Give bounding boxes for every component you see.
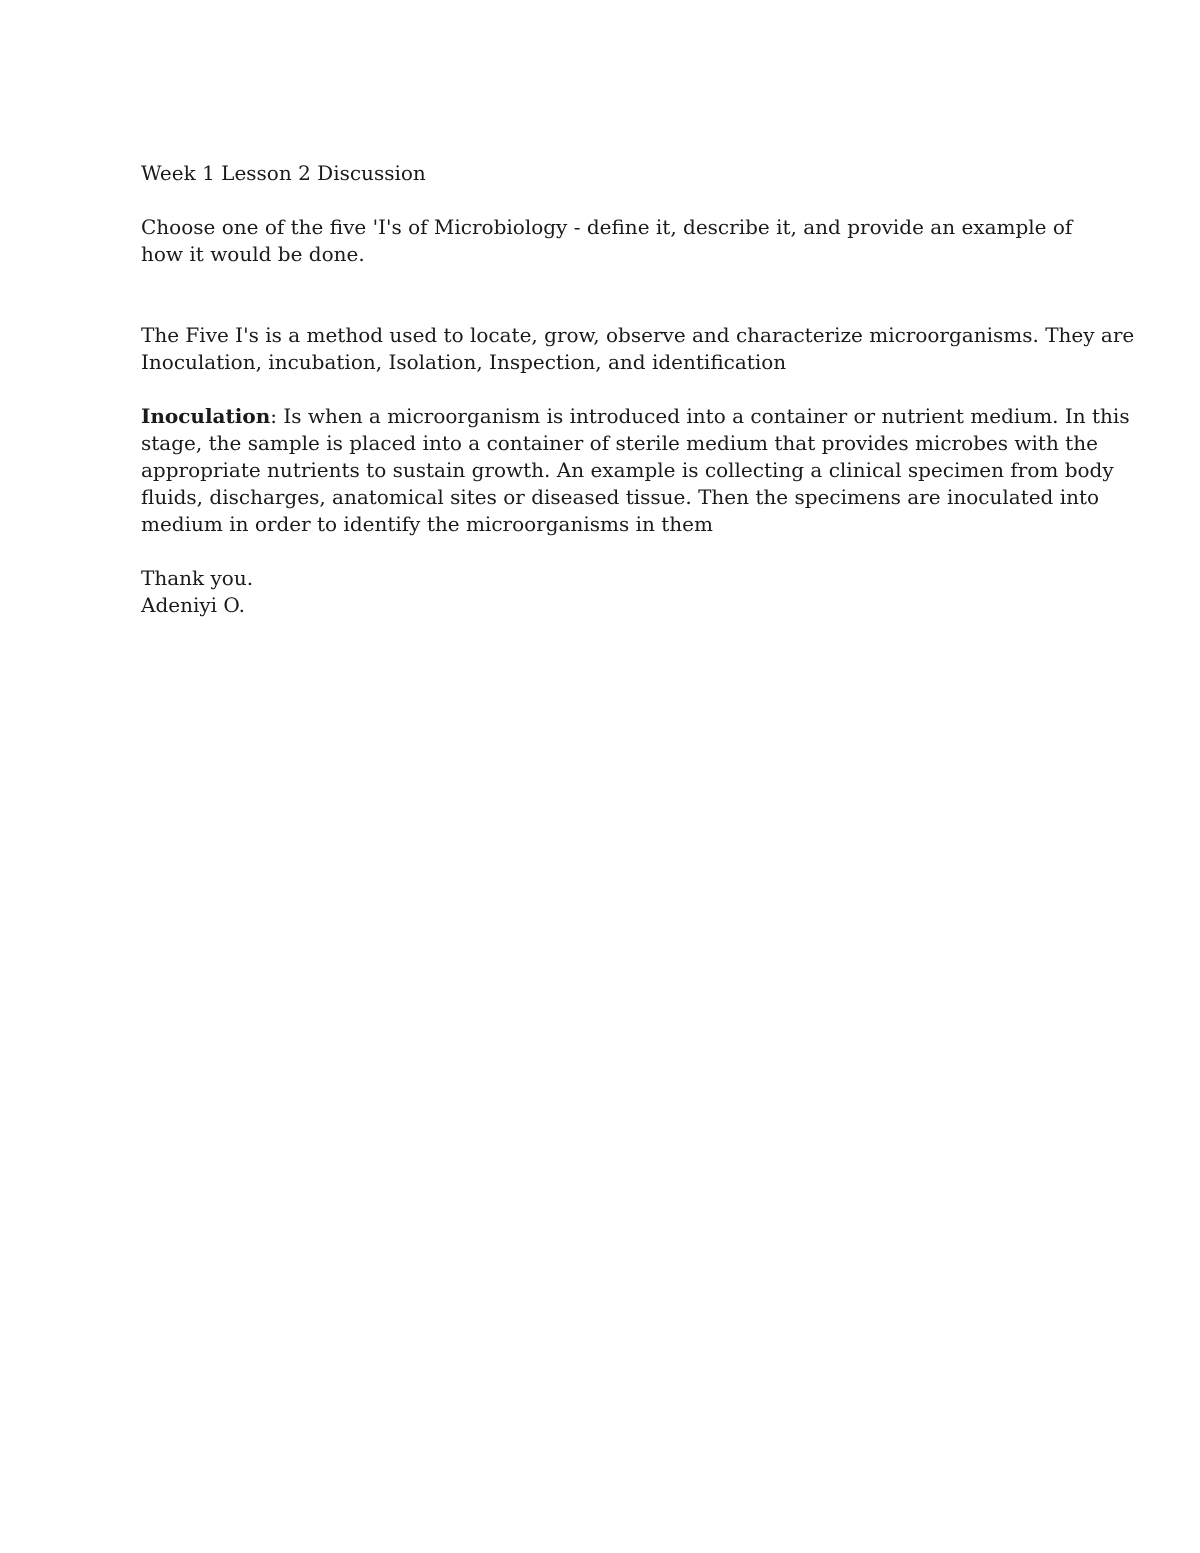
definition-term: Inoculation xyxy=(141,404,271,428)
closing-text: Thank you. xyxy=(141,566,254,590)
definition-line: stage, the sample is placed into a container of sterile medium that provides microbes with the xyxy=(141,431,1098,455)
intro-paragraph xyxy=(141,322,1135,376)
definition-line: appropriate nutrients to sustain growth. An example is collecting a clinical specimen from body xyxy=(141,458,1114,482)
definition-line: fluids, discharges, anatomical sites or diseased tissue. Then the specimens are inoculated into xyxy=(141,485,1100,509)
prompt-line: how it would be done. xyxy=(141,242,365,266)
definition-text: : Is when a microorganism is introduced into a container or nutrient medium. In this xyxy=(270,404,1130,428)
definition-line: medium in order to identify the microorganisms in them xyxy=(141,512,713,536)
definition-first-line xyxy=(141,403,1130,430)
sign-off xyxy=(141,565,1081,619)
prompt-line: Choose one of the five 'I's of Microbiology - define it, describe it, and provide an example of xyxy=(141,215,1073,239)
discussion-prompt xyxy=(141,214,1081,268)
definition-paragraph xyxy=(141,403,1130,538)
document-title: Week 1 Lesson 2 Discussion xyxy=(141,161,426,185)
intro-line: The Five I's is a method used to locate, grow, observe and characterize microorganisms. They are xyxy=(141,323,1135,347)
document-body xyxy=(141,160,1135,619)
intro-line: Inoculation, incubation, Isolation, Inspection, and identification xyxy=(141,350,787,374)
signature: Adeniyi O. xyxy=(141,593,245,617)
